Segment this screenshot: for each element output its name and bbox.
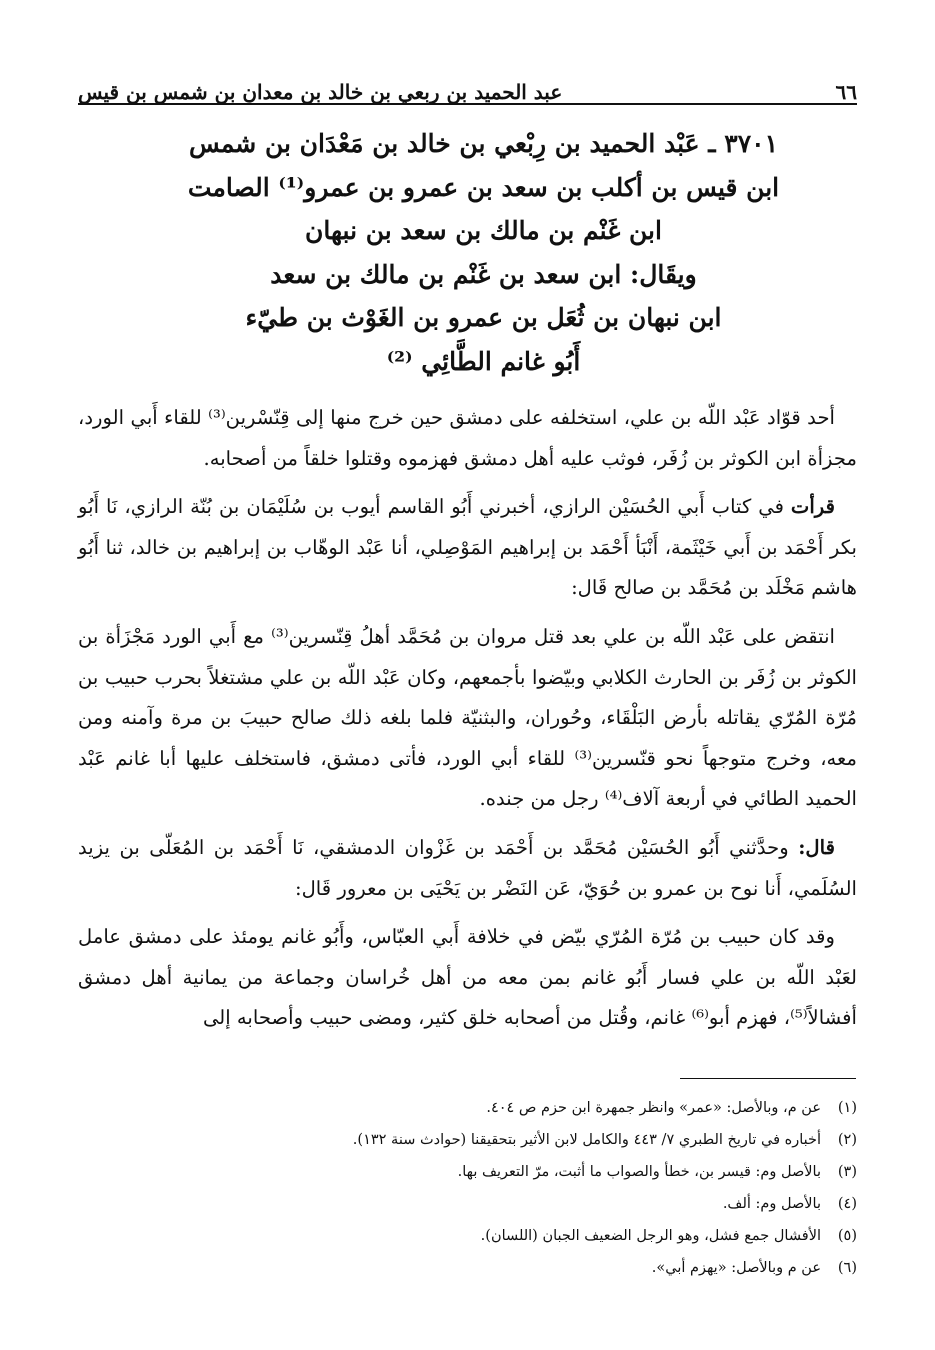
running-head	[78, 68, 857, 104]
footnote-number: (١)	[837, 1100, 857, 1116]
paragraph-lead: قال:	[798, 835, 835, 859]
paragraph-text: وقد كان حبيب بن مُرّة المُرّي بيّض في خلافة أَبي العبّاس، وأَبُو غانم يومئذ على دمشق عامل لعَبْد اللّه بن علي فسار أَبُو غانم بمن معه من أهل خُراسان وجماعة من يمانية أهل دمشق أفشالاً⁽⁵⁾، فهزم أبو⁽⁶⁾ غانم، وقُتل من أصحابه خلق كثير، ومضى حبيب وأصحابه إلى	[78, 925, 857, 1030]
footnote-text: عن م وبالأصل: «يهزم أبي».	[651, 1260, 821, 1276]
footnotes	[200, 1092, 857, 1284]
footnote	[200, 1124, 857, 1156]
paragraph-text: أحد قوّاد عَبْد اللّه بن علي، استخلفه على دمشق حين خرج منها إلى قِنّسْرين⁽³⁾ للقاء أَبي الورد، مجزأة ابن الكوثر بن زُفَر، فوثب عليه أهل دمشق فهزموه وقتلوا خلقاً من أصحابه.	[78, 406, 857, 470]
header-rule	[78, 103, 857, 105]
footnote-rule	[680, 1078, 856, 1079]
footnote	[200, 1188, 857, 1220]
footnote	[200, 1220, 857, 1252]
paragraph	[78, 917, 857, 1039]
entry-heading-line: ابن غَنْم بن مالك بن سعد بن نبهان	[305, 216, 662, 245]
entry-heading-line: ٣٧٠١ ـ عَبْد الحميد بن رِبْعي بن خالد بن مَعْدَان بن شمس	[188, 129, 779, 158]
running-title: عبد الحميد بن ربعي بن خالد بن معدان بن شمس بن قيس	[78, 80, 563, 104]
footnote-text: أخباره في تاريخ الطبري ٧/ ٤٤٣ والكامل لابن الأثير بتحقيقنا (حوادث سنة ١٣٢).	[352, 1132, 821, 1148]
footnote	[200, 1252, 857, 1284]
entry-heading-line: ابن قيس بن أكلب بن سعد بن عمرو بن عمرو⁽¹⁾ الصامت	[187, 172, 780, 202]
entry-heading	[110, 122, 857, 383]
entry-heading-line: أَبُو غانم الطَّائِي ⁽²⁾	[386, 346, 581, 376]
footnote-number: (٦)	[837, 1260, 857, 1276]
footnote-text: بالأصل وم: ألف.	[722, 1196, 821, 1212]
paragraph-lead: قرأت	[790, 495, 835, 519]
footnote-text: عن م، وبالأصل: «عمر» وانظر جمهرة ابن حزم ص ٤٠٤.	[486, 1100, 821, 1116]
footnote-text: الأفشال جمع فشل، وهو الرجل الضعيف الجبان (اللسان).	[480, 1228, 821, 1244]
paragraph-text: في كتاب أَبي الحُسَيْن الرازي، أخبرني أَبُو القاسم أيوب بن سُلَيْمَان بن بُنّة الرازي، نَا أَبُو بكر أَحْمَد بن أَبي خَيْثَمة، أَنْبَأ أَحْمَد بن إبراهيم المَوْصِلي، أنا عَبْد الوهّاب بن إبراهيم بن خالد، ثنا أَبُو هاشم مَخْلَد بن مُحَمَّد بن صالح قَال:	[78, 495, 857, 600]
footnote-number: (٥)	[837, 1228, 857, 1244]
footnote-number: (٣)	[837, 1164, 857, 1180]
entry-heading-line: ابن نبهان بن ثُعَل بن عمرو بن الغَوْث بن طيّء	[245, 303, 722, 332]
footnote-number: (٢)	[837, 1132, 857, 1148]
page-number: ٦٦	[835, 80, 857, 104]
footnote	[200, 1156, 857, 1188]
entry-heading-line: ويقَال: ابن سعد بن غَنْم بن مالك بن سعد	[270, 259, 697, 289]
footnote-text: بالأصل وم: قيسر بن، خطأ والصواب ما أثبت، مرّ التعريف بها.	[457, 1164, 821, 1180]
paragraph	[78, 617, 857, 820]
body-text	[78, 398, 857, 1047]
paragraph-text: وحدَّثني أَبُو الحُسَيْن مُحَمَّد بن أَحْمَد بن غَزْوان الدمشقي، نَا أَحْمَد بن المُعَلّى بن يزيد السُلَمي، أَنا نوح بن عمرو بن حُوَيّ، عَن النَضْر بن يَحْيَى بن معرور قَال:	[78, 835, 857, 900]
paragraph	[78, 828, 857, 909]
footnote-number: (٤)	[837, 1196, 857, 1212]
footnote	[200, 1092, 857, 1124]
paragraph	[78, 398, 857, 479]
paragraph	[78, 487, 857, 609]
paragraph-text: انتقض على عَبْد اللّه بن علي بعد قتل مروان بن مُحَمَّد أهلُ قِنّسرين⁽³⁾ مع أَبي الورد مَجْزَأة بن الكوثر بن زُفَر بن الحارث الكلابي وبيّضوا بأجمعهم، وكان عَبْد اللّه بن علي مشتغلاً بحرب حبيب بن مُرّة المُرّي يقاتله بأرض البَلْقَاء، وحُوران، والبثنيّة فلما بلغه ذلك صالح حبيبَ بن مرة وآمنه ومن معه، وخرج متوجهاً نحو قنّسرين⁽³⁾ للقاء أبي الورد، فأتى دمشق، فاستخلف عليها أبا غانم عَبْد الحميد الطائي في أربعة آلاف⁽⁴⁾ رجل من جنده.	[78, 624, 857, 811]
